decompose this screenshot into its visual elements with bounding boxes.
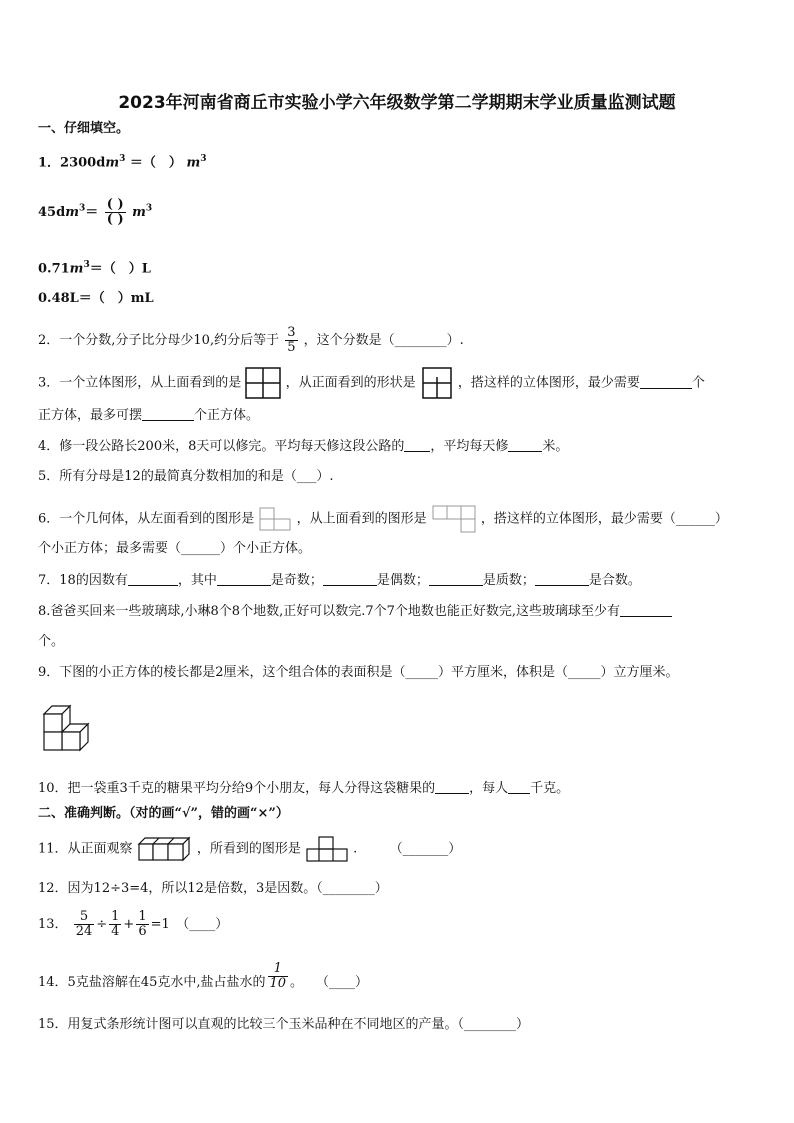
left-view-figure xyxy=(258,506,292,532)
question-8-cont: 个。 xyxy=(38,634,65,649)
q2-num: 3 xyxy=(287,325,296,340)
question-1a xyxy=(38,150,206,172)
q13-text: 13． xyxy=(38,917,68,932)
q1b-unit: m xyxy=(65,205,79,220)
q7-text-2: ，其中 xyxy=(177,573,217,588)
question-1b xyxy=(38,198,152,227)
q1a-exp2: 3 xyxy=(200,154,207,164)
q10-text-1: 10．把一袋重3千克的糖果平均分给9个小朋友，每人分得这袋糖果的 xyxy=(38,781,436,796)
block-row-figure xyxy=(137,836,193,862)
q1a-unit2: m xyxy=(186,155,201,171)
cube-assembly-figure xyxy=(38,704,94,758)
question-2 xyxy=(38,326,464,355)
q2-den: 5 xyxy=(287,340,296,355)
q7-blank-4 xyxy=(429,571,483,586)
q3-text-6: 个正方体。 xyxy=(194,408,260,423)
question-7 xyxy=(38,571,641,590)
q13-den-3: 6 xyxy=(138,924,147,939)
q1b-den: ( ) xyxy=(106,212,124,227)
q1c-post: ＝（ ）L xyxy=(89,261,151,277)
q1b-exp2: 3 xyxy=(145,203,153,214)
q6-text-3: ，搭这样的立体图形，最少需要（______） xyxy=(480,511,728,527)
question-3 xyxy=(38,367,705,399)
question-12: 12．因为12÷3=4，所以12是倍数，3是因数。（________） xyxy=(38,881,388,896)
question-10 xyxy=(38,779,569,798)
q3-text-3: ，搭这样的立体图形，最少需要 xyxy=(457,375,640,391)
q7-blank-2 xyxy=(217,571,271,586)
q11-text-2: ，所看到的图形是 xyxy=(196,841,301,857)
q3-text-1: 3．一个立体图形，从上面看到的是 xyxy=(38,375,242,391)
question-8 xyxy=(38,602,672,621)
q8-text-1: 8.爸爸买回来一些玻璃球,小琳8个8个地数,正好可以数完.7个7个地数也能正好数完,这些玻璃球至少有 xyxy=(38,604,621,619)
q10-text-3: 千克。 xyxy=(530,781,570,796)
q13-num-2: 1 xyxy=(111,909,120,924)
q11-text-1: 11．从正面观察 xyxy=(38,841,133,857)
q10-blank-2 xyxy=(508,779,530,794)
q4-blank-2 xyxy=(508,437,542,452)
q1b-text: 45d xyxy=(38,205,66,220)
q13-fraction-2 xyxy=(109,910,121,939)
q7-text-6: 是合数。 xyxy=(588,573,641,588)
q14-post: 。 （____） xyxy=(290,975,369,990)
q3-blank-1 xyxy=(640,374,692,389)
front-view-figure xyxy=(420,367,454,399)
section-heading-fill: 一、仔细填空。 xyxy=(38,121,130,136)
q1b-fraction xyxy=(105,198,126,227)
q7-text-1: 7．18的因数有 xyxy=(38,573,128,588)
q14-text: 14．5克盐溶解在45克水中,盐占盐水的 xyxy=(38,975,266,990)
question-1c xyxy=(38,256,151,278)
q1a-exp: 3 xyxy=(119,154,126,164)
q1b-unit2: m xyxy=(132,205,146,220)
question-6-cont: 个小正方体；最多需要（______）个小正方体。 xyxy=(38,541,312,556)
q7-text-4: 是偶数； xyxy=(376,573,429,588)
question-15: 15．用复式条形统计图可以直观的比较三个玉米品种在不同地区的产量。（________） xyxy=(38,1017,530,1032)
question-14 xyxy=(38,962,368,991)
question-11 xyxy=(38,835,461,863)
q1b-exp: 3 xyxy=(78,203,86,214)
q3-text-2: ，从正面看到的形状是 xyxy=(285,375,416,391)
question-5: 5．所有分母是12的最简真分数相加的和是（___）. xyxy=(38,469,334,484)
question-6 xyxy=(38,504,728,534)
q14-den: 10 xyxy=(269,976,287,991)
question-1d: 0.48L＝（ ）mL xyxy=(38,291,154,306)
q7-text-5: 是质数； xyxy=(482,573,535,588)
q4-text-1: 4．修一段公路长200米，8天可以修完。平均每天修这段公路的 xyxy=(38,439,405,454)
question-4 xyxy=(38,437,568,456)
q1c-exp: 3 xyxy=(83,260,90,270)
q13-num-3: 1 xyxy=(138,909,147,924)
q13-op-2: + xyxy=(123,917,135,932)
q13-post: =1 （____） xyxy=(150,917,229,932)
q1a-text: 1．2300d xyxy=(38,155,106,171)
question-3-cont xyxy=(38,406,259,425)
q10-blank-1 xyxy=(435,779,469,794)
q14-num: 1 xyxy=(268,962,289,977)
q6-text-1: 6．一个几何体，从左面看到的图形是 xyxy=(38,511,255,527)
question-13 xyxy=(38,910,228,939)
q13-den-1: 24 xyxy=(75,924,93,939)
q13-fraction-1 xyxy=(74,910,95,939)
top-view-grid-figure xyxy=(245,367,281,399)
q2-fraction xyxy=(285,326,297,355)
q2-text: 2．一个分数,分子比分母少10,约分后等于 xyxy=(38,333,280,348)
q4-text-2: ，平均每天修 xyxy=(430,439,509,454)
q1b-eq: ＝ xyxy=(85,205,99,220)
q1a-blank: ＝（ ） xyxy=(129,155,182,171)
q1c-unit: m xyxy=(69,261,84,277)
top-view-figure xyxy=(431,504,477,534)
q7-blank-1 xyxy=(128,571,178,586)
q13-num-1: 5 xyxy=(74,910,95,925)
section-heading-judge: 二、准确判断。（对的画“√”，错的画“×”） xyxy=(38,806,289,821)
q1b-num: ( ) xyxy=(106,197,124,212)
q7-text-3: 是奇数； xyxy=(270,573,323,588)
q3-blank-2 xyxy=(142,406,194,421)
q10-text-2: ，每人 xyxy=(469,781,509,796)
page-title: 2023年河南省商丘市实验小学六年级数学第二学期期末学业质量监测试题 xyxy=(118,93,676,113)
q14-fraction xyxy=(268,962,289,991)
question-9: 9．下图的小正方体的棱长都是2厘米，这个组合体的表面积是（_____）平方厘米，体积是（_____）立方厘米。 xyxy=(38,665,679,680)
q1a-unit: m xyxy=(105,155,120,171)
q13-fraction-3 xyxy=(136,910,148,939)
q6-text-2: ，从上面看到的图形是 xyxy=(296,511,427,527)
q13-den-2: 4 xyxy=(111,924,120,939)
q8-blank xyxy=(620,602,672,617)
q3-text-4: 个 xyxy=(691,375,705,391)
q7-blank-3 xyxy=(323,571,377,586)
q4-text-3: 米。 xyxy=(542,439,569,454)
q2-post: ，这个分数是（________）. xyxy=(303,333,464,348)
q1c-text: 0.71 xyxy=(38,261,70,277)
q13-op-1: ÷ xyxy=(96,917,108,932)
q7-blank-5 xyxy=(535,571,589,586)
front-view-result-figure xyxy=(305,835,349,863)
q3-text-5: 正方体，最多可摆 xyxy=(38,408,143,423)
q4-blank-1 xyxy=(404,437,430,452)
q11-text-3: . （_______） xyxy=(353,841,462,857)
